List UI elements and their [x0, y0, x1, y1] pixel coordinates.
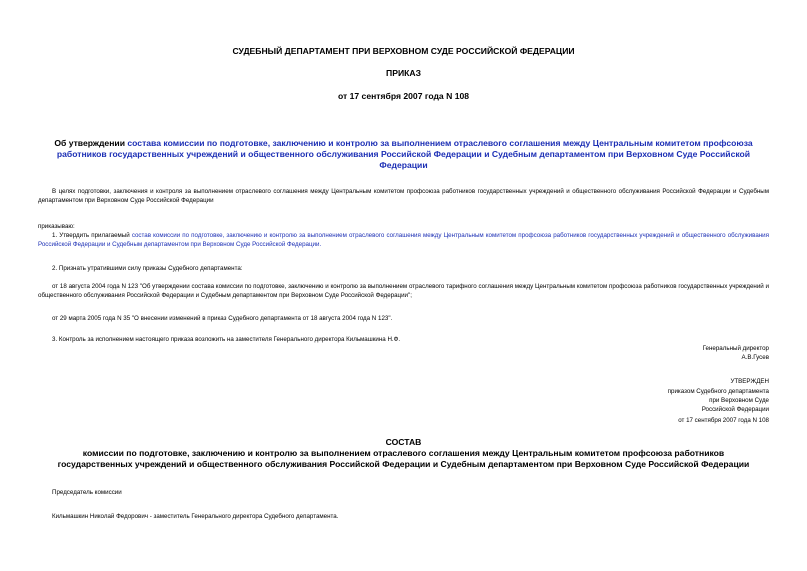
item-1-link[interactable]: состав комиссии по подготовке, заключению и контролю за выполнением отраслевого соглашения между Центральным комитетом профсоюза работников государственных учреждений и общественного обслуживания Российской Федерации и Судебным департаментом при Верховном Суде Российской Федерации.	[38, 232, 769, 248]
approval-line-5: от 17 сентября 2007 года N 108	[678, 417, 769, 424]
composition-heading: СОСТАВ	[385, 437, 422, 447]
document-type: ПРИКАЗ	[386, 68, 421, 78]
document-title	[36, 138, 771, 171]
intro-paragraph: В целях подготовки, заключения и контроля за выполнением отраслевого соглашения между Центральным комитетом профсоюза работников государственных учреждений и общественного обслуживания Российской Федерации и Судебным департаментом при Верховном Суде Российской Федерации	[38, 188, 769, 204]
approval-line-1: УТВЕРЖДЕН	[730, 378, 769, 385]
title-link[interactable]: состава комиссии по подготовке, заключению и контролю за выполнением отраслевого соглашения между Центральным комитетом профсоюза работников государственных учреждений и общественного обслуживания Российской Федерации и Судебным департаментом при Верховном Суде Российской Федерации	[56, 138, 753, 170]
item-3-paragraph: 3. Контроль за исполнением настоящего приказа возложить на заместителя Генерального директора Кильмашкина Н.Ф.	[52, 336, 401, 343]
order-word: приказываю:	[38, 223, 75, 230]
organization-heading: СУДЕБНЫЙ ДЕПАРТАМЕНТ ПРИ ВЕРХОВНОМ СУДЕ РОССИЙСКОЙ ФЕДЕРАЦИИ	[232, 46, 575, 56]
signature-position: Генеральный директор	[702, 345, 769, 352]
title-prefix: Об утверждении	[54, 138, 125, 148]
approval-line-3: при Верховном Суде	[709, 397, 769, 404]
signature-name: А.В.Гусев	[741, 354, 769, 361]
item-1-prefix: 1. Утвердить прилагаемый	[52, 232, 130, 239]
item-2-order-b: от 29 марта 2005 года N 35 "О внесении изменений в приказ Судебного департамента от 18 августа 2004 года N 123".	[52, 315, 393, 322]
approval-line-4: Российской Федерации	[701, 406, 769, 413]
item-1-paragraph	[38, 231, 769, 249]
chair-label: Председатель комиссии	[52, 489, 122, 496]
approval-line-2: приказом Судебного департамента	[667, 388, 769, 395]
item-2-paragraph: 2. Признать утратившими силу приказы Судебного департамента:	[52, 265, 243, 272]
chair-member: Кильмашкин Николай Федорович - заместитель Генерального директора Судебного департамента.	[52, 513, 339, 520]
composition-title-line-1: комиссии по подготовке, заключению и контролю за выполнением отраслевого соглашения между Центральным комитетом профсоюза работников	[82, 448, 725, 458]
composition-title-line-2: государственных учреждений и общественного обслуживания Российской Федерации и Судебным департаментом при Верховном Суде Российской Федерации	[57, 459, 750, 469]
document-date-number: от 17 сентября 2007 года N 108	[337, 91, 470, 101]
item-2-order-a: от 18 августа 2004 года N 123 "Об утверждении состава комиссии по подготовке, заключению и контролю за выполнением отраслевого тарифного соглашения между Центральным комитетом профсоюза работников государственных учреждений и общественного обслуживания Российской Федерации и Судебным департаментом при Верховном Суде Российской Федерации";	[38, 283, 769, 299]
